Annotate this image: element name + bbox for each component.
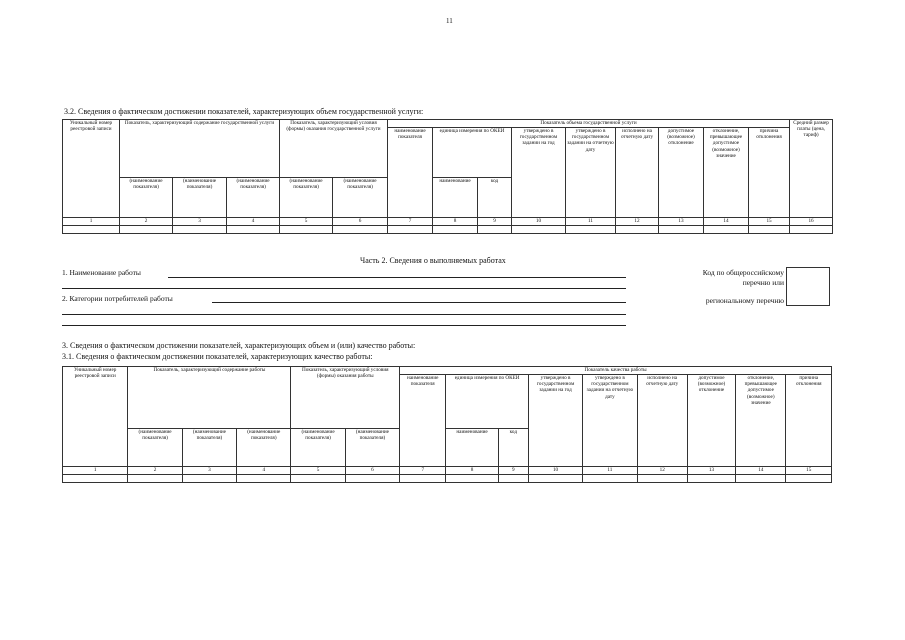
- col-number: 10: [528, 467, 582, 475]
- data-cell[interactable]: [400, 475, 446, 483]
- data-cell[interactable]: [280, 226, 333, 234]
- data-cell[interactable]: [616, 226, 659, 234]
- quality-table: [62, 366, 832, 483]
- subheader-name: (наименование показателя): [345, 429, 399, 467]
- header-deviation-exceed: отклонение, превышающее допустимое (возможное) значение: [736, 375, 786, 467]
- header-executed: исполнено на отчетную дату: [616, 128, 659, 218]
- col-number: 3: [173, 218, 227, 226]
- subheader-name: (наименование показателя): [128, 429, 182, 467]
- col-number: 15: [749, 218, 790, 226]
- col-number: 11: [583, 467, 637, 475]
- work-name-line-2[interactable]: [62, 288, 626, 289]
- data-cell[interactable]: [237, 475, 291, 483]
- data-cell[interactable]: [173, 226, 227, 234]
- header-approved-date: утверждено в государственном задании на отчетную дату: [566, 128, 616, 218]
- data-cell[interactable]: [446, 475, 498, 483]
- data-cell[interactable]: [182, 475, 236, 483]
- header-deviation-allowed: допустимое (возможное) отклонение: [687, 375, 735, 467]
- header-name: наименование показателя: [388, 128, 433, 218]
- col-number: 6: [345, 467, 399, 475]
- col-number: 8: [433, 218, 478, 226]
- data-cell[interactable]: [512, 226, 566, 234]
- data-cell[interactable]: [63, 475, 128, 483]
- col-number: 15: [786, 467, 832, 475]
- header-reason: причина отклонения: [749, 128, 790, 218]
- subheader-name: (наименование показателя): [227, 178, 280, 218]
- header-quality: Показатель качества работы: [400, 367, 832, 375]
- header-name: наименование показателя: [400, 375, 446, 467]
- data-cell[interactable]: [659, 226, 704, 234]
- subheader-name: (наименование показателя): [333, 178, 388, 218]
- data-cell[interactable]: [786, 475, 832, 483]
- consumers-line[interactable]: [212, 302, 626, 303]
- section-heading: 3.2. Сведения о фактическом достижении показателей, характеризующих объем государственной услуги:: [64, 107, 424, 116]
- col-number: 4: [227, 218, 280, 226]
- code-label-2: перечню или: [742, 278, 784, 287]
- data-cell[interactable]: [583, 475, 637, 483]
- data-cell[interactable]: [790, 226, 833, 234]
- col-number: 10: [512, 218, 566, 226]
- col-number: 1: [63, 218, 120, 226]
- header-unit: единица измерения по ОКЕИ: [446, 375, 529, 429]
- col-number: 14: [704, 218, 749, 226]
- subheader-name: (наименование показателя): [120, 178, 173, 218]
- col-number: 12: [616, 218, 659, 226]
- header-approved-year: утверждено в государственном задании на год: [512, 128, 566, 218]
- col-number: 13: [659, 218, 704, 226]
- data-cell[interactable]: [749, 226, 790, 234]
- subheader-name: (наименование показателя): [182, 429, 236, 467]
- data-cell[interactable]: [128, 475, 182, 483]
- col-number: 4: [237, 467, 291, 475]
- data-cell[interactable]: [388, 226, 433, 234]
- data-cell[interactable]: [333, 226, 388, 234]
- consumers-line-2[interactable]: [62, 314, 626, 315]
- work-name-label: 1. Наименование работы: [62, 268, 141, 277]
- header-reason: причина отклонения: [786, 375, 832, 467]
- header-content: Показатель, характеризующий содержание государственной услуги: [120, 120, 280, 178]
- code-label-3: региональному перечню: [705, 296, 784, 305]
- col-number: 8: [446, 467, 498, 475]
- header-unit-name: наименование: [446, 429, 498, 467]
- header-conditions: Показатель, характеризующий условия (формы) оказания государственной услуги: [280, 120, 388, 178]
- consumers-label: 2. Категории потребителей работы: [62, 294, 173, 303]
- col-number: 1: [63, 467, 128, 475]
- col-number: 11: [566, 218, 616, 226]
- section-heading: 3. Сведения о фактическом достижении показателей, характеризующих объем и (или) качество работы:: [62, 341, 416, 350]
- col-number: 5: [291, 467, 345, 475]
- col-number: 14: [736, 467, 786, 475]
- data-cell[interactable]: [433, 226, 478, 234]
- header-unit-code: код: [478, 178, 512, 218]
- header-executed: исполнено на отчетную дату: [637, 375, 687, 467]
- header-reg-num: Уникальный номер реестровой записи: [63, 120, 120, 218]
- header-unit-code: код: [498, 429, 528, 467]
- col-number: 7: [388, 218, 433, 226]
- header-reg-num: Уникальный номер реестровой записи: [63, 367, 128, 467]
- data-cell[interactable]: [478, 226, 512, 234]
- header-unit: единица измерения по ОКЕИ: [433, 128, 512, 178]
- code-label-1: Код по общероссийскому: [702, 268, 784, 277]
- col-number: 9: [478, 218, 512, 226]
- data-cell[interactable]: [227, 226, 280, 234]
- col-number: 12: [637, 467, 687, 475]
- subheader-name: (наименование показателя): [173, 178, 227, 218]
- work-name-line[interactable]: [168, 277, 626, 278]
- header-deviation-allowed: допустимое (возможное) отклонение: [659, 128, 704, 218]
- data-cell[interactable]: [498, 475, 528, 483]
- col-number: 3: [182, 467, 236, 475]
- col-number: 2: [120, 218, 173, 226]
- data-cell[interactable]: [637, 475, 687, 483]
- data-cell[interactable]: [687, 475, 735, 483]
- header-approved-date: утверждено в государственном задании на отчетную дату: [583, 375, 637, 467]
- col-number: 6: [333, 218, 388, 226]
- volume-table: [62, 119, 833, 234]
- header-approved-year: утверждено в государственном задании на год: [528, 375, 582, 467]
- col-number: 2: [128, 467, 182, 475]
- data-cell[interactable]: [63, 226, 120, 234]
- consumers-line-3[interactable]: [62, 325, 626, 326]
- header-unit-name: наименование: [433, 178, 478, 218]
- col-number: 5: [280, 218, 333, 226]
- data-cell[interactable]: [566, 226, 616, 234]
- page-number: 11: [446, 17, 453, 25]
- col-number: 16: [790, 218, 833, 226]
- header-price: Средний размер платы (цена, тариф): [790, 120, 833, 218]
- part-title: Часть 2. Сведения о выполняемых работах: [360, 256, 506, 265]
- data-cell[interactable]: [291, 475, 345, 483]
- header-conditions: Показатель, характеризующий условия (формы) оказания работы: [291, 367, 400, 429]
- data-cell[interactable]: [120, 226, 173, 234]
- subheader-name: (наименование показателя): [280, 178, 333, 218]
- subheader-name: (наименование показателя): [291, 429, 345, 467]
- col-number: 13: [687, 467, 735, 475]
- data-cell[interactable]: [736, 475, 786, 483]
- header-volume: Показатель объема государственной услуги: [388, 120, 790, 128]
- data-cell[interactable]: [345, 475, 399, 483]
- subheader-name: (наименование показателя): [237, 429, 291, 467]
- header-deviation-exceed: отклонение, превышающее допустимое (возможное) значение: [704, 128, 749, 218]
- header-content: Показатель, характеризующий содержание работы: [128, 367, 291, 429]
- section-subheading: 3.1. Сведения о фактическом достижении показателей, характеризующих качество работы:: [62, 352, 373, 361]
- data-cell[interactable]: [704, 226, 749, 234]
- col-number: 7: [400, 467, 446, 475]
- col-number: 9: [498, 467, 528, 475]
- code-box[interactable]: [786, 267, 830, 306]
- data-cell[interactable]: [528, 475, 582, 483]
